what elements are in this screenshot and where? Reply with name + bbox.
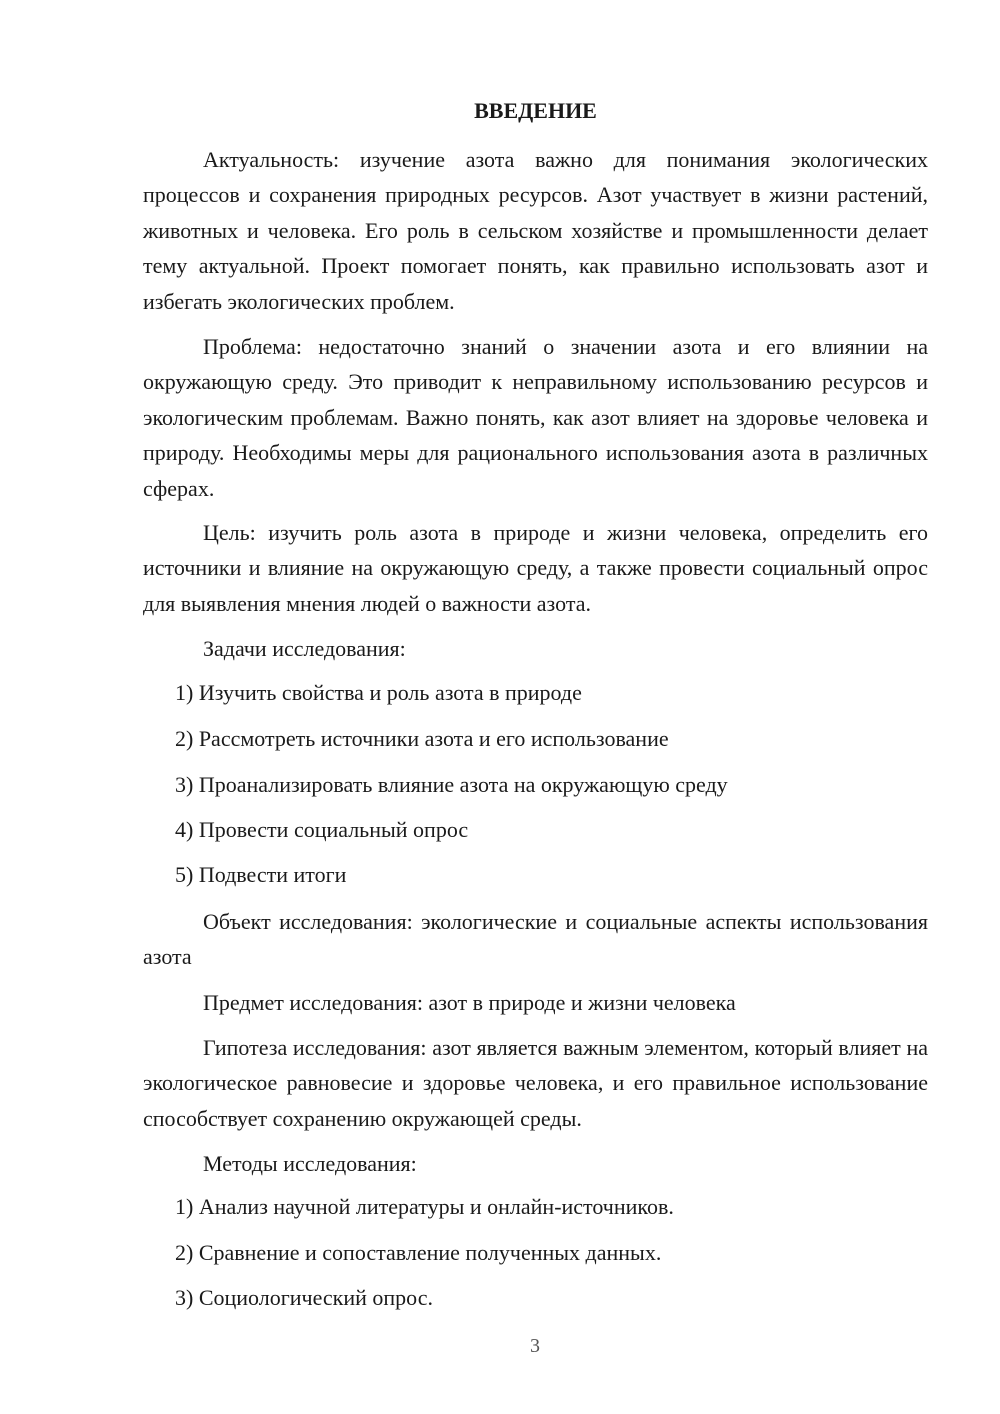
- paragraph-problem: Проблема: недостаточно знаний о значении азота и его влиянии на окружающую среду. Это приводит к неправильному использованию ресурсов и экологическим проблемам. Важно понять, как азот влияет на здоровье человека и природу. Необходимы меры для рационального использования азота в различных сферах.: [143, 334, 928, 501]
- task-item: 2) Рассмотреть источники азота и его использование: [175, 726, 669, 751]
- paragraph-object: Объект исследования: экологические и социальные аспекты использования азота: [143, 909, 928, 970]
- method-item: 1) Анализ научной литературы и онлайн-источников.: [175, 1194, 674, 1219]
- paragraph-subject: Предмет исследования: азот в природе и жизни человека: [203, 990, 736, 1015]
- task-item: 5) Подвести итоги: [175, 862, 347, 887]
- page-title: ВВЕДЕНИЕ: [474, 98, 597, 123]
- task-item: 1) Изучить свойства и роль азота в природе: [175, 680, 582, 705]
- page-number: 3: [530, 1335, 540, 1357]
- methods-heading: Методы исследования:: [203, 1151, 417, 1176]
- task-item: 3) Проанализировать влияние азота на окружающую среду: [175, 772, 728, 797]
- tasks-heading: Задачи исследования:: [203, 636, 406, 661]
- paragraph-relevance: Актуальность: изучение азота важно для понимания экологических процессов и сохранения природных ресурсов. Азот участвует в жизни растений, животных и человека. Его роль в сельском хозяйстве и промышленности делает тему актуальной. Проект помогает понять, как правильно использовать азот и избегать экологических проблем.: [143, 147, 928, 314]
- paragraph-hypothesis: Гипотеза исследования: азот является важным элементом, который влияет на экологическое равновесие и здоровье человека, и его правильное использование способствует сохранению окружающей среды.: [143, 1035, 928, 1131]
- method-item: 3) Социологический опрос.: [175, 1285, 433, 1310]
- task-item: 4) Провести социальный опрос: [175, 817, 469, 842]
- paragraph-goal: Цель: изучить роль азота в природе и жизни человека, определить его источники и влияние на окружающую среду, а также провести социальный опрос для выявления мнения людей о важности азота.: [143, 520, 928, 616]
- method-item: 2) Сравнение и сопоставление полученных данных.: [175, 1240, 662, 1265]
